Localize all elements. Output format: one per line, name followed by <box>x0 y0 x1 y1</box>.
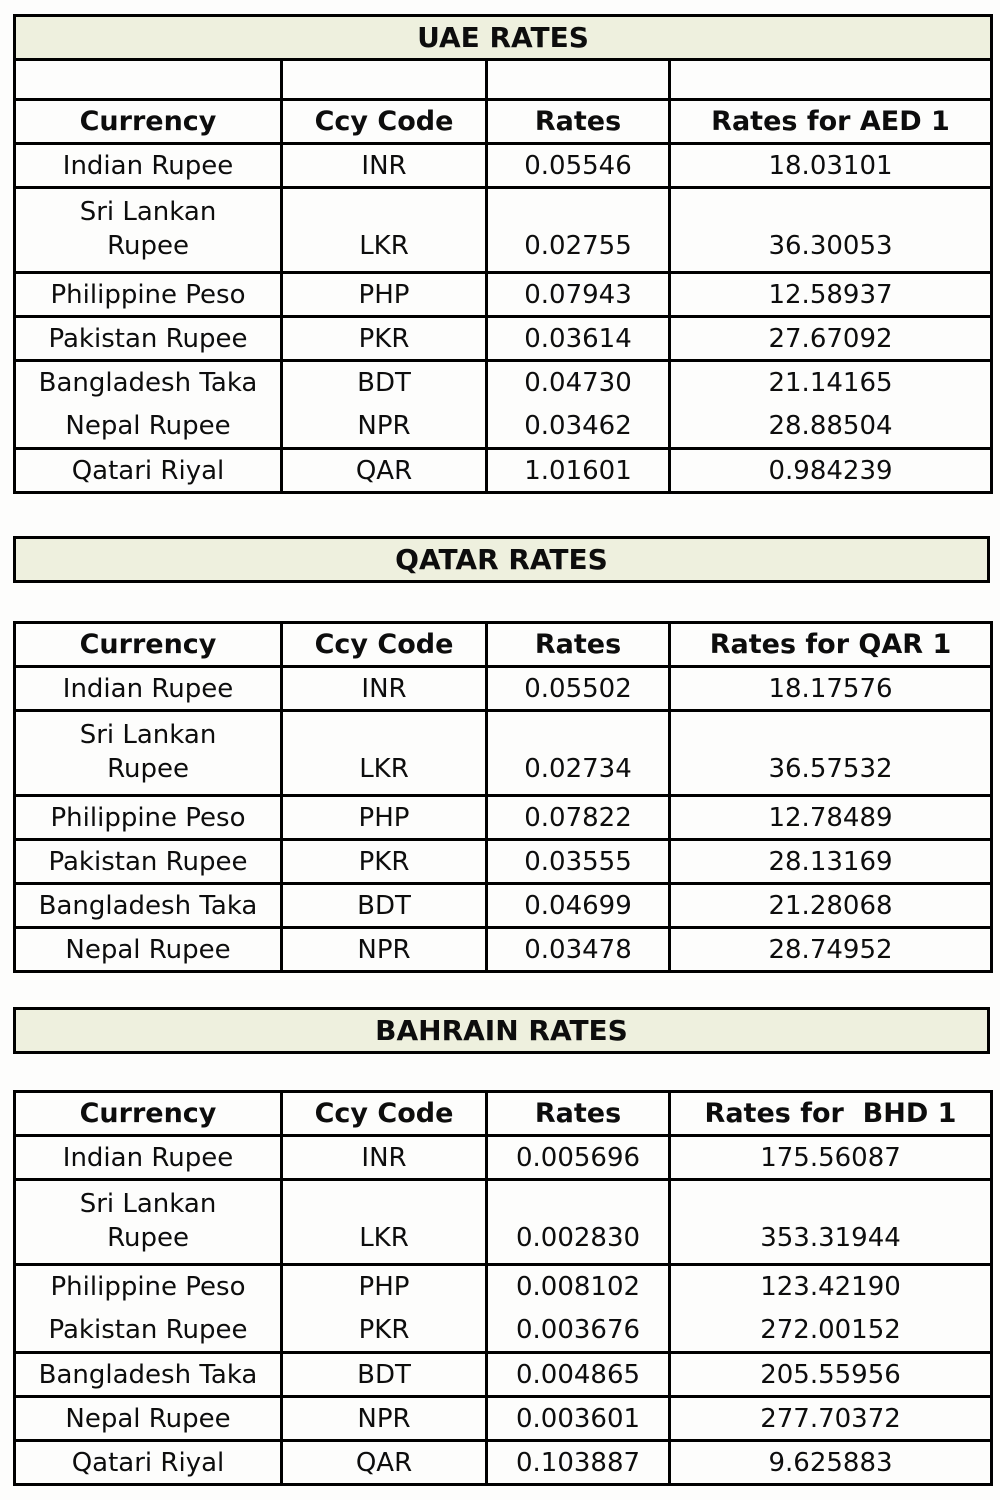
rate-cell: 0.03555 <box>487 840 670 884</box>
section-title: BAHRAIN RATES <box>375 1014 628 1047</box>
rate-for-cell: 18.03101 <box>670 144 992 188</box>
currency-cell: Philippine Peso <box>15 273 282 317</box>
rate-for-cell: 36.30053 <box>670 188 992 273</box>
table-row <box>15 1397 992 1441</box>
header-row <box>15 100 992 144</box>
rate-cell: 0.04730 <box>487 361 670 405</box>
rate-for-cell: 36.57532 <box>670 711 992 796</box>
table-row <box>15 884 992 928</box>
header-row <box>15 1092 992 1136</box>
currency-cell: Qatari Riyal <box>15 1441 282 1485</box>
ccy-code-cell: INR <box>282 1136 487 1180</box>
rate-cell: 0.002830 <box>487 1180 670 1265</box>
currency-cell: Pakistan Rupee <box>15 317 282 361</box>
rate-for-cell: 205.55956 <box>670 1353 992 1397</box>
rate-for-cell: 175.56087 <box>670 1136 992 1180</box>
empty-row <box>15 60 992 100</box>
rate-for-cell: 21.28068 <box>670 884 992 928</box>
table-row <box>15 1180 992 1265</box>
ccy-code-cell: PHP <box>282 1265 487 1309</box>
rate-for-cell: 272.00152 <box>670 1309 992 1353</box>
ccy-code-cell: NPR <box>282 1397 487 1441</box>
column-header-rates-for: Rates for QAR 1 <box>670 623 992 667</box>
currency-cell: Nepal Rupee <box>15 1397 282 1441</box>
rate-for-cell: 277.70372 <box>670 1397 992 1441</box>
ccy-code-cell: PKR <box>282 840 487 884</box>
table-row <box>15 711 992 796</box>
table-row <box>15 667 992 711</box>
ccy-code-cell: INR <box>282 667 487 711</box>
rate-cell: 0.02755 <box>487 188 670 273</box>
bahrain-rates-table <box>13 1090 993 1486</box>
ccy-code-cell: PHP <box>282 273 487 317</box>
currency-line-1: Sri Lankan <box>79 196 217 227</box>
currency-cell: Bangladesh Taka <box>15 361 282 405</box>
table-row <box>15 1309 992 1353</box>
rate-for-cell: 9.625883 <box>670 1441 992 1485</box>
ccy-code-cell: LKR <box>282 1180 487 1265</box>
currency-cell: Philippine Peso <box>15 796 282 840</box>
rate-cell: 0.003676 <box>487 1309 670 1353</box>
column-header-rates-for: Rates for AED 1 <box>670 100 992 144</box>
table-row <box>15 1265 992 1309</box>
currency-cell <box>15 188 282 273</box>
table-row <box>15 1353 992 1397</box>
column-header-rates-for: Rates for BHD 1 <box>670 1092 992 1136</box>
table-row <box>15 144 992 188</box>
table-row <box>15 928 992 972</box>
currency-cell: Philippine Peso <box>15 1265 282 1309</box>
ccy-code-cell: PKR <box>282 317 487 361</box>
rate-for-cell: 28.74952 <box>670 928 992 972</box>
column-header-ccy-code: Ccy Code <box>282 623 487 667</box>
rate-cell: 0.07822 <box>487 796 670 840</box>
table-row <box>15 405 992 449</box>
rate-cell: 0.03614 <box>487 317 670 361</box>
ccy-code-cell: LKR <box>282 711 487 796</box>
currency-cell <box>15 1180 282 1265</box>
rate-cell: 0.05502 <box>487 667 670 711</box>
rate-cell: 0.103887 <box>487 1441 670 1485</box>
rate-cell: 0.005696 <box>487 1136 670 1180</box>
table-row <box>15 317 992 361</box>
bahrain-rates-title-band <box>13 1007 990 1054</box>
currency-cell: Pakistan Rupee <box>15 1309 282 1353</box>
column-header-ccy-code: Ccy Code <box>282 1092 487 1136</box>
currency-cell: Nepal Rupee <box>15 405 282 449</box>
table-row <box>15 840 992 884</box>
currency-line-2: Rupee <box>107 753 189 784</box>
uae-rates-table <box>13 14 993 494</box>
currency-cell: Indian Rupee <box>15 1136 282 1180</box>
table-row <box>15 273 992 317</box>
rate-for-cell: 21.14165 <box>670 361 992 405</box>
table-row <box>15 1136 992 1180</box>
rate-cell: 0.004865 <box>487 1353 670 1397</box>
table-row <box>15 796 992 840</box>
currency-cell: Pakistan Rupee <box>15 840 282 884</box>
column-header-ccy-code: Ccy Code <box>282 100 487 144</box>
currency-cell: Bangladesh Taka <box>15 1353 282 1397</box>
ccy-code-cell: NPR <box>282 405 487 449</box>
table-row <box>15 1441 992 1485</box>
empty-cell <box>15 60 282 100</box>
ccy-code-cell: BDT <box>282 361 487 405</box>
rate-for-cell: 28.88504 <box>670 405 992 449</box>
rate-cell: 0.03462 <box>487 405 670 449</box>
qatar-rates-table <box>13 621 993 973</box>
column-header-currency: Currency <box>15 100 282 144</box>
currency-line-1: Sri Lankan <box>79 1188 217 1219</box>
table-row <box>15 361 992 405</box>
rate-for-cell: 12.78489 <box>670 796 992 840</box>
empty-cell <box>282 60 487 100</box>
rate-for-cell: 0.984239 <box>670 449 992 493</box>
rate-for-cell: 353.31944 <box>670 1180 992 1265</box>
ccy-code-cell: PHP <box>282 796 487 840</box>
column-header-rates: Rates <box>487 100 670 144</box>
currency-cell: Qatari Riyal <box>15 449 282 493</box>
ccy-code-cell: NPR <box>282 928 487 972</box>
section-title: QATAR RATES <box>395 543 608 576</box>
ccy-code-cell: QAR <box>282 449 487 493</box>
rate-for-cell: 28.13169 <box>670 840 992 884</box>
currency-cell: Bangladesh Taka <box>15 884 282 928</box>
rate-cell: 0.02734 <box>487 711 670 796</box>
rate-cell: 0.04699 <box>487 884 670 928</box>
rate-for-cell: 18.17576 <box>670 667 992 711</box>
table-title: UAE RATES <box>15 16 992 60</box>
ccy-code-cell: QAR <box>282 1441 487 1485</box>
currency-cell: Indian Rupee <box>15 144 282 188</box>
rate-for-cell: 27.67092 <box>670 317 992 361</box>
column-header-rates: Rates <box>487 623 670 667</box>
ccy-code-cell: INR <box>282 144 487 188</box>
ccy-code-cell: PKR <box>282 1309 487 1353</box>
currency-line-2: Rupee <box>107 1222 189 1253</box>
currency-cell: Nepal Rupee <box>15 928 282 972</box>
currency-cell: Indian Rupee <box>15 667 282 711</box>
column-header-currency: Currency <box>15 623 282 667</box>
column-header-currency: Currency <box>15 1092 282 1136</box>
rate-cell: 0.05546 <box>487 144 670 188</box>
ccy-code-cell: LKR <box>282 188 487 273</box>
currency-cell <box>15 711 282 796</box>
empty-cell <box>487 60 670 100</box>
ccy-code-cell: BDT <box>282 884 487 928</box>
header-row <box>15 623 992 667</box>
table-row <box>15 449 992 493</box>
qatar-rates-title-band <box>13 536 990 583</box>
rate-cell: 0.07943 <box>487 273 670 317</box>
empty-cell <box>670 60 992 100</box>
rate-for-cell: 123.42190 <box>670 1265 992 1309</box>
currency-line-2: Rupee <box>107 230 189 261</box>
rate-cell: 0.03478 <box>487 928 670 972</box>
rate-cell: 0.008102 <box>487 1265 670 1309</box>
column-header-rates: Rates <box>487 1092 670 1136</box>
rate-cell: 1.01601 <box>487 449 670 493</box>
uae-title-row <box>15 16 992 60</box>
table-row <box>15 188 992 273</box>
rate-cell: 0.003601 <box>487 1397 670 1441</box>
ccy-code-cell: BDT <box>282 1353 487 1397</box>
rate-for-cell: 12.58937 <box>670 273 992 317</box>
currency-line-1: Sri Lankan <box>79 719 217 750</box>
